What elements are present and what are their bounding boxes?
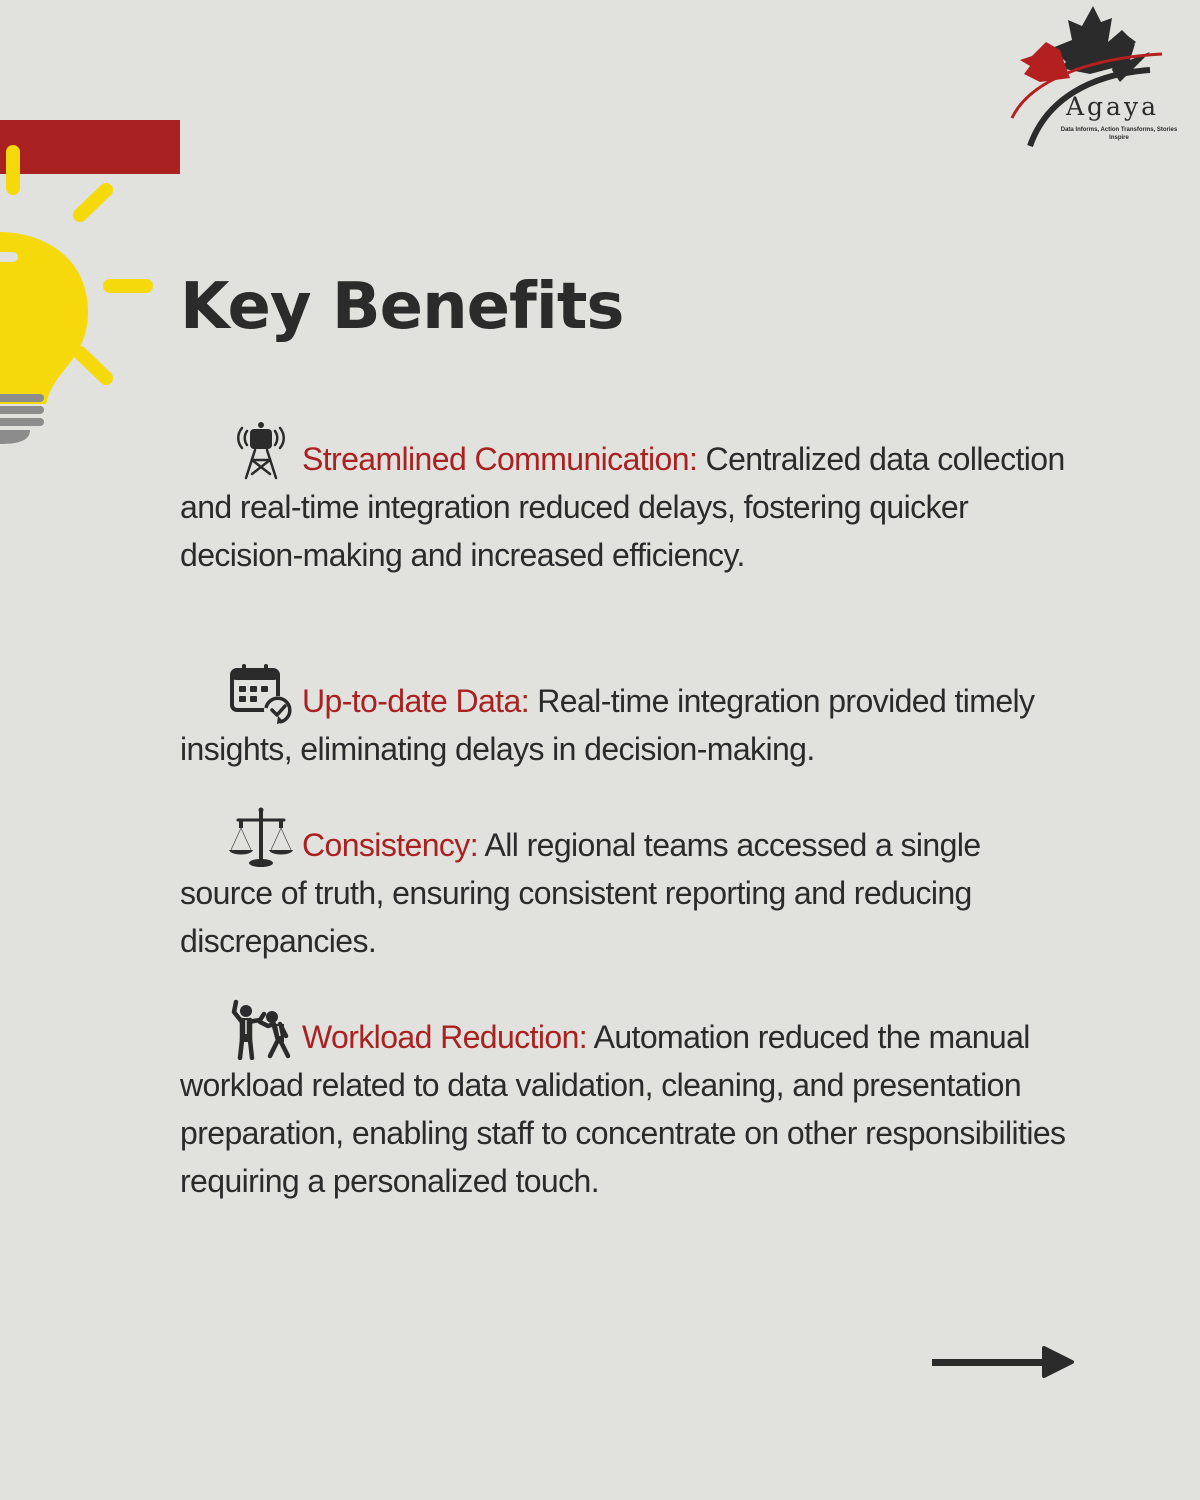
calendar-refresh-check-icon bbox=[228, 662, 294, 724]
benefit-body: All regional teams accessed a single source of truth, ensuring consistent reporting and reducing discrepancies. bbox=[180, 827, 981, 959]
benefit-workload-reduction: Workload Reduction: Automation reduced the manual workload related to data validation, cleaning, and presentation preparation, enabling staff to concentrate on other responsibilities requiring a personalized touch. bbox=[180, 998, 1080, 1205]
lightbulb-icon bbox=[0, 140, 160, 460]
benefit-body: Centralized data collection and real-time integration reduced delays, fostering quicker decision-making and increased efficiency. bbox=[180, 441, 1065, 573]
two-workers-icon bbox=[228, 998, 294, 1060]
benefit-body: Automation reduced the manual workload related to data validation, cleaning, and presentation preparation, enabling staff to concentrate on other responsibilities requiring a personalized touch. bbox=[180, 1019, 1066, 1199]
logo-tagline: Data Informs, Action Transforms, Stories Inspire bbox=[1060, 127, 1178, 141]
logo-wordmark: Agaya bbox=[1066, 92, 1159, 121]
benefit-up-to-date-data: Up-to-date Data: Real-time integration provided timely insights, eliminating delays in decision-making. bbox=[180, 662, 1080, 773]
benefit-heading: Up-to-date Data bbox=[302, 683, 521, 719]
radio-tower-icon bbox=[228, 420, 294, 482]
benefit-streamlined-communication: Streamlined Communication: Centralized data collection and real-time integration reduced delays, fostering quicker decision-making and increased efficiency. bbox=[180, 420, 1080, 579]
benefit-heading: Consistency bbox=[302, 827, 470, 863]
benefit-heading: Streamlined Communication bbox=[302, 441, 689, 477]
page-title: Key Benefits bbox=[180, 270, 624, 344]
arrow-right-icon[interactable] bbox=[930, 1344, 1076, 1380]
benefit-consistency: Consistency: All regional teams accessed a single source of truth, ensuring consistent reporting and reducing discrepancies. bbox=[180, 806, 1080, 965]
benefit-body: Real-time integration provided timely insights, eliminating delays in decision-making. bbox=[180, 683, 1035, 767]
benefit-heading: Workload Reduction bbox=[302, 1019, 579, 1055]
balance-scale-icon bbox=[228, 806, 294, 868]
